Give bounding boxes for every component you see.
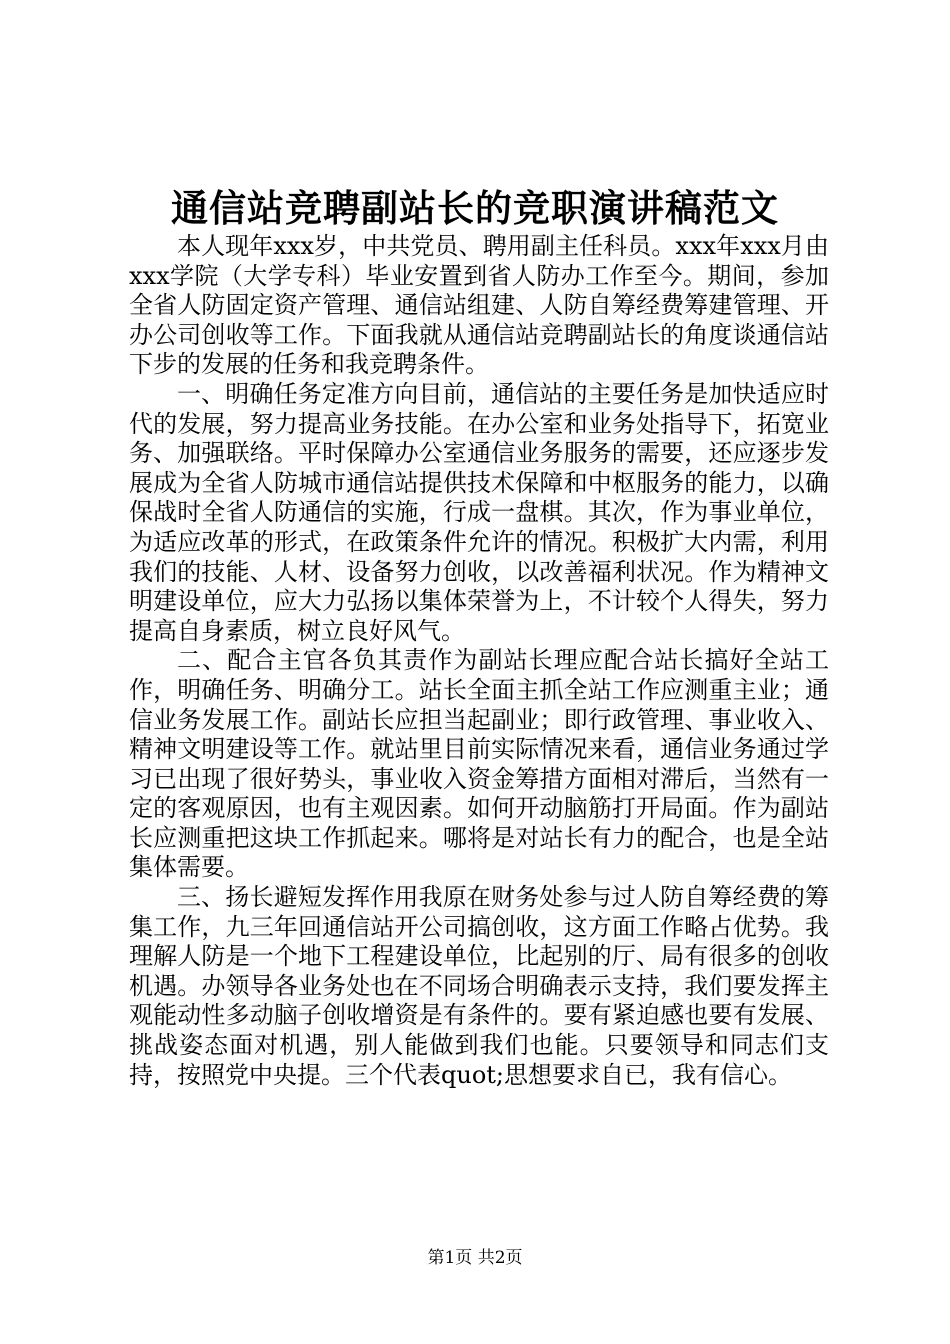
- paragraph-section-3: 三、扬长避短发挥作用我原在财务处参与过人防自筹经费的筹集工作，九三年回通信站开公司搞创收，这方面工作略占优势。我理解人防是一个地下工程建设单位，比起别的厅、局有很多的创收机遇。办领导各业务处也在不同场合明确表示支持，我们要发挥主观能动性多动脑子创收增资是有条件的。要有紧迫感也要有发展、挑战姿态面对机遇，别人能做到我们也能。只要领导和同志们支持，按照党中央提。三个代表quot;思想要求自已，我有信心。: [129, 883, 829, 1089]
- paragraph-intro: 本人现年xxx岁，中共党员、聘用副主任科员。xxx年xxx月由xxx学院（大学专科）毕业安置到省人防办工作至今。期间，参加全省人防固定资产管理、通信站组建、人防自筹经费筹建管理、开办公司创收等工作。下面我就从通信站竞聘副站长的角度谈通信站下步的发展的任务和我竞聘条件。: [129, 232, 829, 379]
- paragraph-section-2: 二、配合主官各负其责作为副站长理应配合站长搞好全站工作，明确任务、明确分工。站长全面主抓全站工作应测重主业；通信业务发展工作。副站长应担当起副业；即行政管理、事业收入、精神文明建设等工作。就站里目前实际情况来看，通信业务通过学习已出现了很好势头，事业收入资金筹措方面相对滞后，当然有一定的客观原因，也有主观因素。如何开动脑筋打开局面。作为副站长应测重把这块工作抓起来。哪将是对站长有力的配合，也是全站集体需要。: [129, 646, 829, 882]
- document-body: [129, 232, 829, 1090]
- page-number-footer: 第1页 共2页: [427, 1248, 523, 1268]
- document-title: 通信站竞聘副站长的竞职演讲稿范文: [171, 186, 779, 230]
- paragraph-section-1: 一、明确任务定准方向目前，通信站的主要任务是加快适应时代的发展，努力提高业务技能。在办公室和业务处指导下，拓宽业务、加强联络。平时保障办公室通信业务服务的需要，还应逐步发展成为全省人防城市通信站提供技术保障和中枢服务的能力，以确保战时全省人防通信的实施，行成一盘棋。其次，作为事业单位，为适应改革的形式，在政策条件允许的情况。积极扩大内需，利用我们的技能、人材、设备努力创收，以改善福利状况。作为精神文明建设单位，应大力弘扬以集体荣誉为上，不计较个人得失，努力提高自身素质，树立良好风气。: [129, 379, 829, 645]
